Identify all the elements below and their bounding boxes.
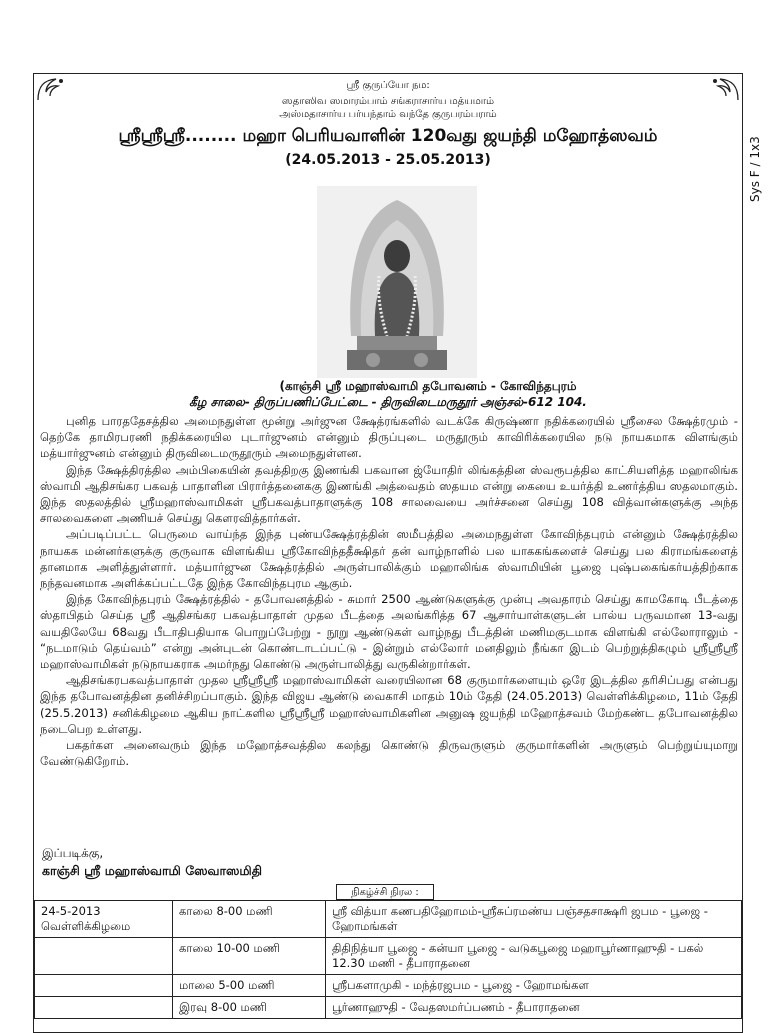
- closing-line: இப்படிக்கு,: [42, 846, 104, 860]
- table-row: [35, 938, 742, 975]
- schedule-table: [34, 900, 742, 1019]
- schedule-events: பூர்ணாஹுதி - வேதஸமர்ப்பணம் - தீபாராதனை: [326, 997, 742, 1019]
- schedule-events: ஸ்ரீபகளாமுகி - மந்த்ரஜபம - பூஜை - ஹோமங்கள: [326, 975, 742, 997]
- paragraph: இந்த கோவிந்தபுரம் க்ஷேத்ரத்தில் - தபோவனத்தில் - சுமார் 2500 ஆண்டுகளுக்கு முன்பு அவதாரம் செய்து காமகோடி பீடத்தை ஸ்தாபிதம் செய்த ஸ்ரீ ஆதிசங்கர பகவத்பாதாள் முதல பீடத்தை அலங்கரித்த 67 ஆசார்யாள்களுடன் பால்ய பருவமான 13-வது வயதிலேயே 68வது பீடாதிபதியாக பொறுப்பேற்று - நூறு ஆண்டுகள் வாழ்நது பீடத்தின் மணிமகுடமாக விளங்கி எல்லோராலும் - “நடமாடும் தெய்வம்” என்று அன்புடன் கொண்டாடப்பட்டு - இன்றும் எல்லோர் மனதிலும் நீங்கா இடம் பெற்றுத்திகழும் ஸ்ரீஸ்ரீஸ்ரீ மஹாஸ்வாமிகள் நடுநாயகராக அமர்நது கொண்டு அருள்பாலித்து வருகின்றார்கள்.: [40, 592, 738, 672]
- schedule-time: மாலை 5-00 மணி: [173, 975, 326, 997]
- address-line-2: கீழ சாலை- திருப்பணிப்பேட்டை - திருவிடைமருதூர் அஞ்சல்-612 104.: [189, 395, 587, 409]
- page-title: ஸ்ரீஸ்ரீஸ்ரீ........ மஹா பெரியவாளின் 120வது ஜயந்தி மஹோத்ஸவம்: [118, 126, 658, 146]
- paragraph: புனித பாரததேசத்தில அமைநதுள்ள மூன்று அர்ஜுன க்ஷேத்ரங்களில் வடக்கே கிருஷ்ணா நதிக்கரையில் ஸ்ரீசைல க்ஷேத்ரமும் - தெற்கே தாமிரபரணி நதிக்கரையில புடார்ஜுனம் என்னும் திருப்புடை மருதூரும் காவிரிக்கரையில நடு நாயகமாக விளங்கும் மத்யார்ஜுனம் என்னும் திருவிடைமருதூரும் அமைநதுள்ளன.: [40, 414, 738, 461]
- schedule-events: ஸ்ரீ வித்யா கணபதிஹோமம்-ஸ்ரீசுப்ரமண்ய பஞ்சதசாக்ஷரி ஜபம - பூஜை - ஹோமங்கள்: [326, 901, 742, 938]
- schedule-events: திதிநித்யா பூஜை - கன்யா பூஜை - வடுகபூஜை மஹாபூர்ணாஹுதி - பகல் 12.30 மணி - தீபாராதனை: [326, 938, 742, 975]
- invitation-sheet: [33, 73, 743, 1033]
- event-date-range: (24.05.2013 - 25.05.2013): [285, 152, 491, 168]
- schedule-time: இரவு 8-00 மணி: [173, 997, 326, 1019]
- address-line-1: (காஞ்சி ஸ்ரீ மஹாஸ்வாமி தபோவனம் - கோவிந்தபுரம்: [279, 379, 577, 393]
- paragraph: பகதர்கள அனைவரும் இந்த மஹோத்சவத்தில கலந்து கொண்டு திருவருளும் குருமார்களின் அருளும் பெற்றுய்யுமாறு வேண்டுகிறோம்.: [40, 738, 738, 769]
- schedule-time: காலை 8-00 மணி: [173, 901, 326, 938]
- invitation-body: [40, 413, 738, 769]
- swamigal-idol-photo: [317, 186, 477, 378]
- table-row: [35, 901, 742, 938]
- schedule-date-cell: [35, 975, 173, 997]
- table-row: [35, 975, 742, 997]
- sloka-line-1: ஸதாஸிவ ஸமாரம்பாம் சங்கராசார்ய மத்யமாம்: [281, 96, 495, 107]
- schedule-date-cell: [35, 938, 173, 975]
- schedule-time: காலை 10-00 மணி: [173, 938, 326, 975]
- paragraph: அப்படிப்பட்ட பெருமை வாய்ந்த இந்த புண்யக்ஷேத்ரத்தின் ஸமீபத்தில அமைநதுள்ள கோவிந்தபுரம் என்னும் க்ஷேத்ரத்தில நாயகக மன்னர்களுக்கு குருவாக விளங்கிய ஸ்ரீகோவிந்ததீக்ஷிதர் தன் வாழ்நாளில் பல யாககங்களைச் செய்து பல கிராமங்களைத் தானமாக அளித்துள்ளார். மத்யார்ஜுன க்ஷேத்ரத்தில் அருள்பாலிக்கும் மஹாலிங்க ஸ்வாமியின் பூஜை புஷ்பகைங்கர்யத்திற்காக நந்தவனமாக அளிக்கப்பட்டதே இந்த கோவிந்தபுரம ஆகும்.: [40, 527, 738, 591]
- schedule-day: வெள்ளிக்கிழமை: [41, 919, 131, 933]
- invocation-line: ஸ்ரீ குருப்யோ நம:: [346, 80, 430, 91]
- sloka-line-2: அஸ்மதாசார்ய பர்யந்தாம் வந்தே குருபரம்பராம்: [279, 109, 497, 120]
- paragraph: இந்த க்ஷேத்திரத்தில அம்பிகையின் தவத்திறகு இணங்கி பகவான ஜ்யோதிர் லிங்கத்தின ஸ்வரூபத்தில காட்சியளித்த மஹாலிங்க ஸ்வாமி ஆதிசங்கர பகவத் பாதாளின பிரார்த்தனைககு இணங்கி அத்வைதம் ஸதயம என்று கையை உயர்த்தி உணர்த்திய ஸதலமாகும். இந்த ஸதலத்தில் ஸ்ரீமஹாஸ்வாமிகள் ஸ்ரீபகவத்பாதாளுக்கு 108 சாலவையை அர்ச்சனை செய்து 108 வித்வான்களுக்கு அந்த சாலவைகளை அணியச் செய்து கௌரவித்தார்கள்.: [40, 462, 738, 526]
- schedule-date-cell: [35, 997, 173, 1019]
- paragraph: ஆதிசங்கரபகவத்பாதாள் முதல ஸ்ரீஸ்ரீஸ்ரீ மஹாஸ்வாமிகள் வரையிலான 68 குருமார்களையும் ஒரே இடத்தில தரிசிப்பது என்பது இந்த தபோவனத்தின தனிச்சிறப்பாகும். இந்த விஜய ஆண்டு வைகாசி மாதம் 10ம் தேதி (24.05.2013) வெள்ளிக்கிழமை, 11ம் தேதி (25.5.2013) சனிக்கிழமை ஆகிய நாட்களில ஸ்ரீஸ்ரீஸ்ரீ மஹாஸ்வாமிகளின அனுஷ ஜயந்தி மஹோத்சவம் மேற்கண்ட தபோவனத்தில நடைபெற உள்ளது.: [40, 673, 738, 736]
- table-row: [35, 997, 742, 1019]
- schedule-date: 24-5-2013: [41, 904, 101, 918]
- side-code: Sys F / 1x3: [748, 136, 762, 202]
- schedule-date-cell: [35, 901, 173, 938]
- signature-org: காஞ்சி ஸ்ரீ மஹாஸ்வாமி ஸேவாஸமிதி: [42, 863, 262, 878]
- schedule-label: நிகழ்ச்சி நிரல :: [336, 884, 434, 900]
